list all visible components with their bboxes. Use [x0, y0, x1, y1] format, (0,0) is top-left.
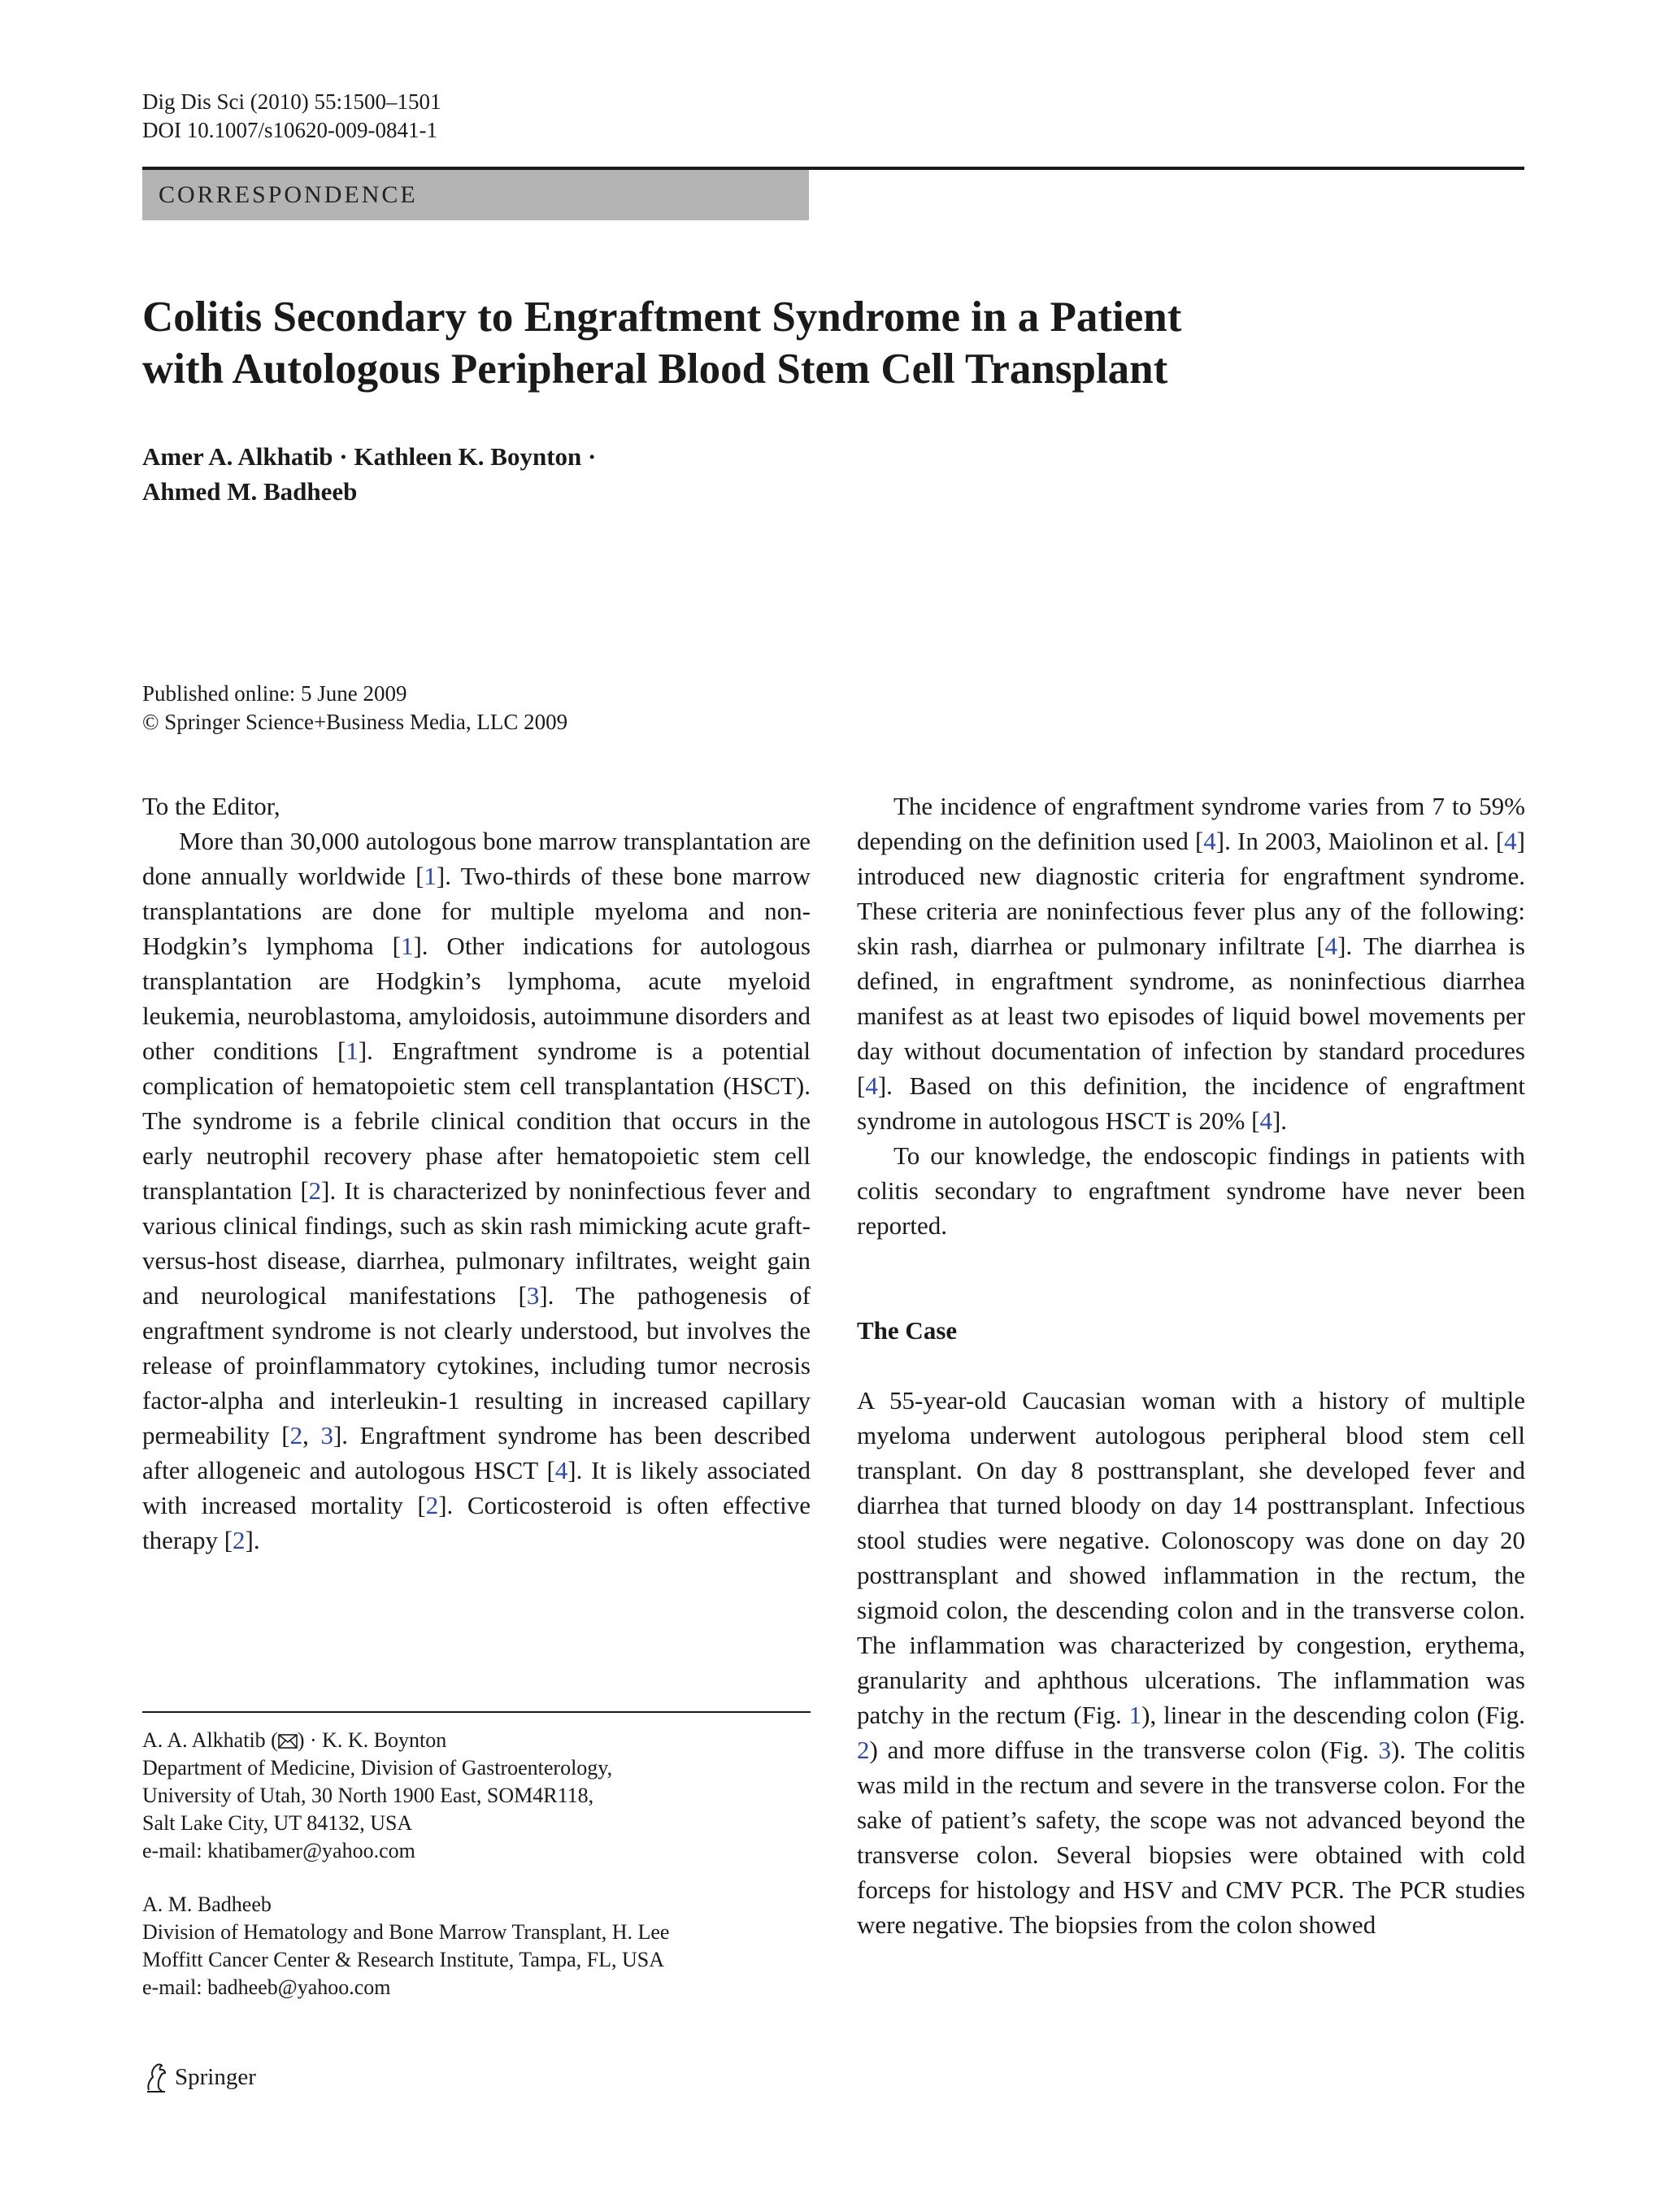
- author-list: [142, 439, 596, 509]
- text-run: ]. It is characterized by noninfectious fever and various clinical findings, such as skin rash mimicking acute graft-versus-host disease, diarrhea, pulmonary infiltrates, weight gain and neurological manifestations [: [142, 1176, 811, 1310]
- text-run: ] introduced new diagnostic criteria for engraftment syndrome. These criteria are noninfectious fever plus any of the following: skin rash, diarrhea or pulmonary infiltrate [: [857, 827, 1525, 960]
- affiliation-line: Division of Hematology and Bone Marrow Transplant, H. Lee: [142, 1920, 670, 1944]
- figure-link[interactable]: 2: [857, 1736, 870, 1764]
- section-spacer: [857, 1243, 1525, 1313]
- text-run: ]. Engraftment syndrome is a potential complication of hematopoietic stem cell transplantation (HSCT). The syndrome is a febrile clinical condition that occurs in the early neutrophil recovery phase after hematopoietic stem cell transplantation [: [142, 1036, 811, 1205]
- text-run: ]. Corticosteroid is often effective therapy [: [142, 1491, 811, 1554]
- section-label-bar: [142, 170, 809, 220]
- salutation: To the Editor,: [142, 792, 280, 820]
- text-run: ]. In 2003, Maiolinon et al. [: [1215, 827, 1505, 855]
- body-paragraph-1: [142, 824, 811, 1558]
- text-run: ]. It is likely associated with increased mortality [: [142, 1456, 811, 1519]
- reference-link[interactable]: 2: [289, 1421, 303, 1449]
- affiliation-line: Moffitt Cancer Center & Research Institute, Tampa, FL, USA: [142, 1948, 665, 1971]
- reference-link[interactable]: 2: [233, 1526, 246, 1554]
- journal-citation: Dig Dis Sci (2010) 55:1500–1501: [142, 89, 441, 114]
- reference-link[interactable]: 4: [1203, 827, 1216, 855]
- reference-link[interactable]: 3: [526, 1281, 540, 1310]
- figure-link[interactable]: 1: [1128, 1701, 1142, 1729]
- email-link[interactable]: e-mail: khatibamer@yahoo.com: [142, 1839, 415, 1862]
- left-column: [142, 789, 811, 1558]
- reference-link[interactable]: 3: [320, 1421, 333, 1449]
- article-title-line-2: with Autologous Peripheral Blood Stem Cell Transplant: [142, 345, 1168, 393]
- reference-link[interactable]: 4: [1504, 827, 1517, 855]
- text-run: ,: [302, 1421, 321, 1449]
- author-name-text: ) · K. K. Boynton: [297, 1728, 447, 1752]
- section-label: CORRESPONDENCE: [159, 181, 418, 208]
- text-run: ). The colitis was mild in the rectum and severe in the transverse colon. For the sake of patient’s safety, the scope was not advanced beyond the transverse colon. Several biopsies were obtained with cold forceps for histology and HSV and CMV PCR. The PCR studies were negative. The biopsies from the colon showed: [857, 1736, 1526, 1939]
- text-run: More than 30,000 autologous bone marrow transplantation are done annually worldwide [: [142, 827, 811, 890]
- reference-link[interactable]: 1: [424, 862, 437, 890]
- published-date: Published online: 5 June 2009: [142, 681, 407, 706]
- affiliation-line: Salt Lake City, UT 84132, USA: [142, 1811, 413, 1835]
- text-run: ]. Other indications for autologous transplantation are Hodgkin’s lymphoma, acute myeloid leukemia, neuroblastoma, amyloidosis, autoimmune disorders and other conditions [: [142, 932, 811, 1065]
- text-run: ]. The pathogenesis of engraftment syndrome is not clearly understood, but involves the release of proinflammatory cytokines, including tumor necrosis factor-alpha and interleukin-1 resulting in increased capillary permeability [: [142, 1281, 811, 1449]
- reference-link[interactable]: 1: [400, 932, 414, 960]
- figure-link[interactable]: 3: [1378, 1736, 1392, 1764]
- reference-link[interactable]: 1: [346, 1036, 359, 1065]
- affiliation-block-1: [142, 1727, 825, 1865]
- text-run: ].: [1272, 1106, 1288, 1135]
- text-run: ), linear in the descending colon (Fig.: [1141, 1701, 1525, 1729]
- body-paragraph-4: [857, 1383, 1525, 1942]
- text-run: ]. Based on this definition, the incidence of engraftment syndrome in autologous HSCT is 20% [: [857, 1071, 1525, 1135]
- affiliation-rule: [142, 1711, 811, 1713]
- text-run: ]. Engraftment syndrome has been described after allogeneic and autologous HSCT [: [142, 1421, 811, 1484]
- email-link[interactable]: e-mail: badheeb@yahoo.com: [142, 1975, 391, 1999]
- text-run: ]. Two-thirds of these bone marrow transplantations are done for multiple myeloma and non-Hodgkin’s lymphoma [: [142, 862, 811, 960]
- text-run: The incidence of engraftment syndrome varies from 7 to 59% depending on the definition used [: [857, 792, 1525, 855]
- affiliation-block-2: [142, 1891, 825, 2001]
- heading-spacer: [857, 1348, 1525, 1383]
- springer-horse-icon: [142, 2061, 170, 2093]
- author-line-2: Ahmed M. Badheeb: [142, 477, 358, 506]
- publisher-name: Springer: [175, 2063, 256, 2090]
- text-run: A 55-year-old Caucasian woman with a history of multiple myeloma underwent autologous peripheral blood stem cell transplant. On day 8 posttransplant, she developed fever and diarrhea that turned bloody on day 14 posttransplant. Infectious stool studies were negative. Colonoscopy was done on day 20 posttransplant and showed inflammation in the rectum, the sigmoid colon, the descending colon and in the transverse colon. The inflammation was characterized by congestion, erythema, granularity and aphthous ulcerations. The inflammation was patchy in the rectum (Fig.: [857, 1386, 1525, 1729]
- publication-info: [142, 680, 567, 737]
- journal-header: [142, 88, 441, 145]
- body-paragraph-2: [857, 789, 1525, 1138]
- body-paragraph-3: To our knowledge, the endoscopic findings in patients with colitis secondary to engraftment syndrome have never been reported.: [857, 1141, 1525, 1240]
- text-run: ].: [245, 1526, 260, 1554]
- author-line-1: Amer A. Alkhatib · Kathleen K. Boynton ·: [142, 442, 597, 471]
- affiliation-line: University of Utah, 30 North 1900 East, SOM4R118,: [142, 1784, 594, 1807]
- reference-link[interactable]: 4: [554, 1456, 568, 1484]
- reference-link[interactable]: 2: [308, 1176, 322, 1205]
- publisher-footer: [142, 2061, 256, 2093]
- right-column: [857, 789, 1525, 1942]
- author-name-text: A. A. Alkhatib (: [142, 1728, 278, 1752]
- reference-link[interactable]: 4: [1324, 932, 1338, 960]
- reference-link[interactable]: 4: [1259, 1106, 1272, 1135]
- journal-doi: DOI 10.1007/s10620-009-0841-1: [142, 118, 437, 142]
- affiliation-names: [142, 1727, 825, 1754]
- article-title: [142, 291, 1524, 395]
- text-run: ]. The diarrhea is defined, in engraftment syndrome, as noninfectious diarrhea manifest as at least two episodes of liquid bowel movements per day without documentation of infection by standard procedures [: [857, 932, 1525, 1100]
- affiliation-name: A. M. Badheeb: [142, 1893, 272, 1916]
- reference-link[interactable]: 4: [865, 1071, 878, 1100]
- affiliation-line: Department of Medicine, Division of Gastroenterology,: [142, 1756, 613, 1780]
- text-run: ) and more diffuse in the transverse colon (Fig.: [869, 1736, 1379, 1764]
- article-title-line-1: Colitis Secondary to Engraftment Syndrome in a Patient: [142, 293, 1182, 341]
- envelope-icon[interactable]: [278, 1734, 298, 1749]
- reference-link[interactable]: 2: [425, 1491, 439, 1519]
- section-heading-case: The Case: [857, 1316, 958, 1345]
- copyright-notice: © Springer Science+Business Media, LLC 2009: [142, 710, 568, 734]
